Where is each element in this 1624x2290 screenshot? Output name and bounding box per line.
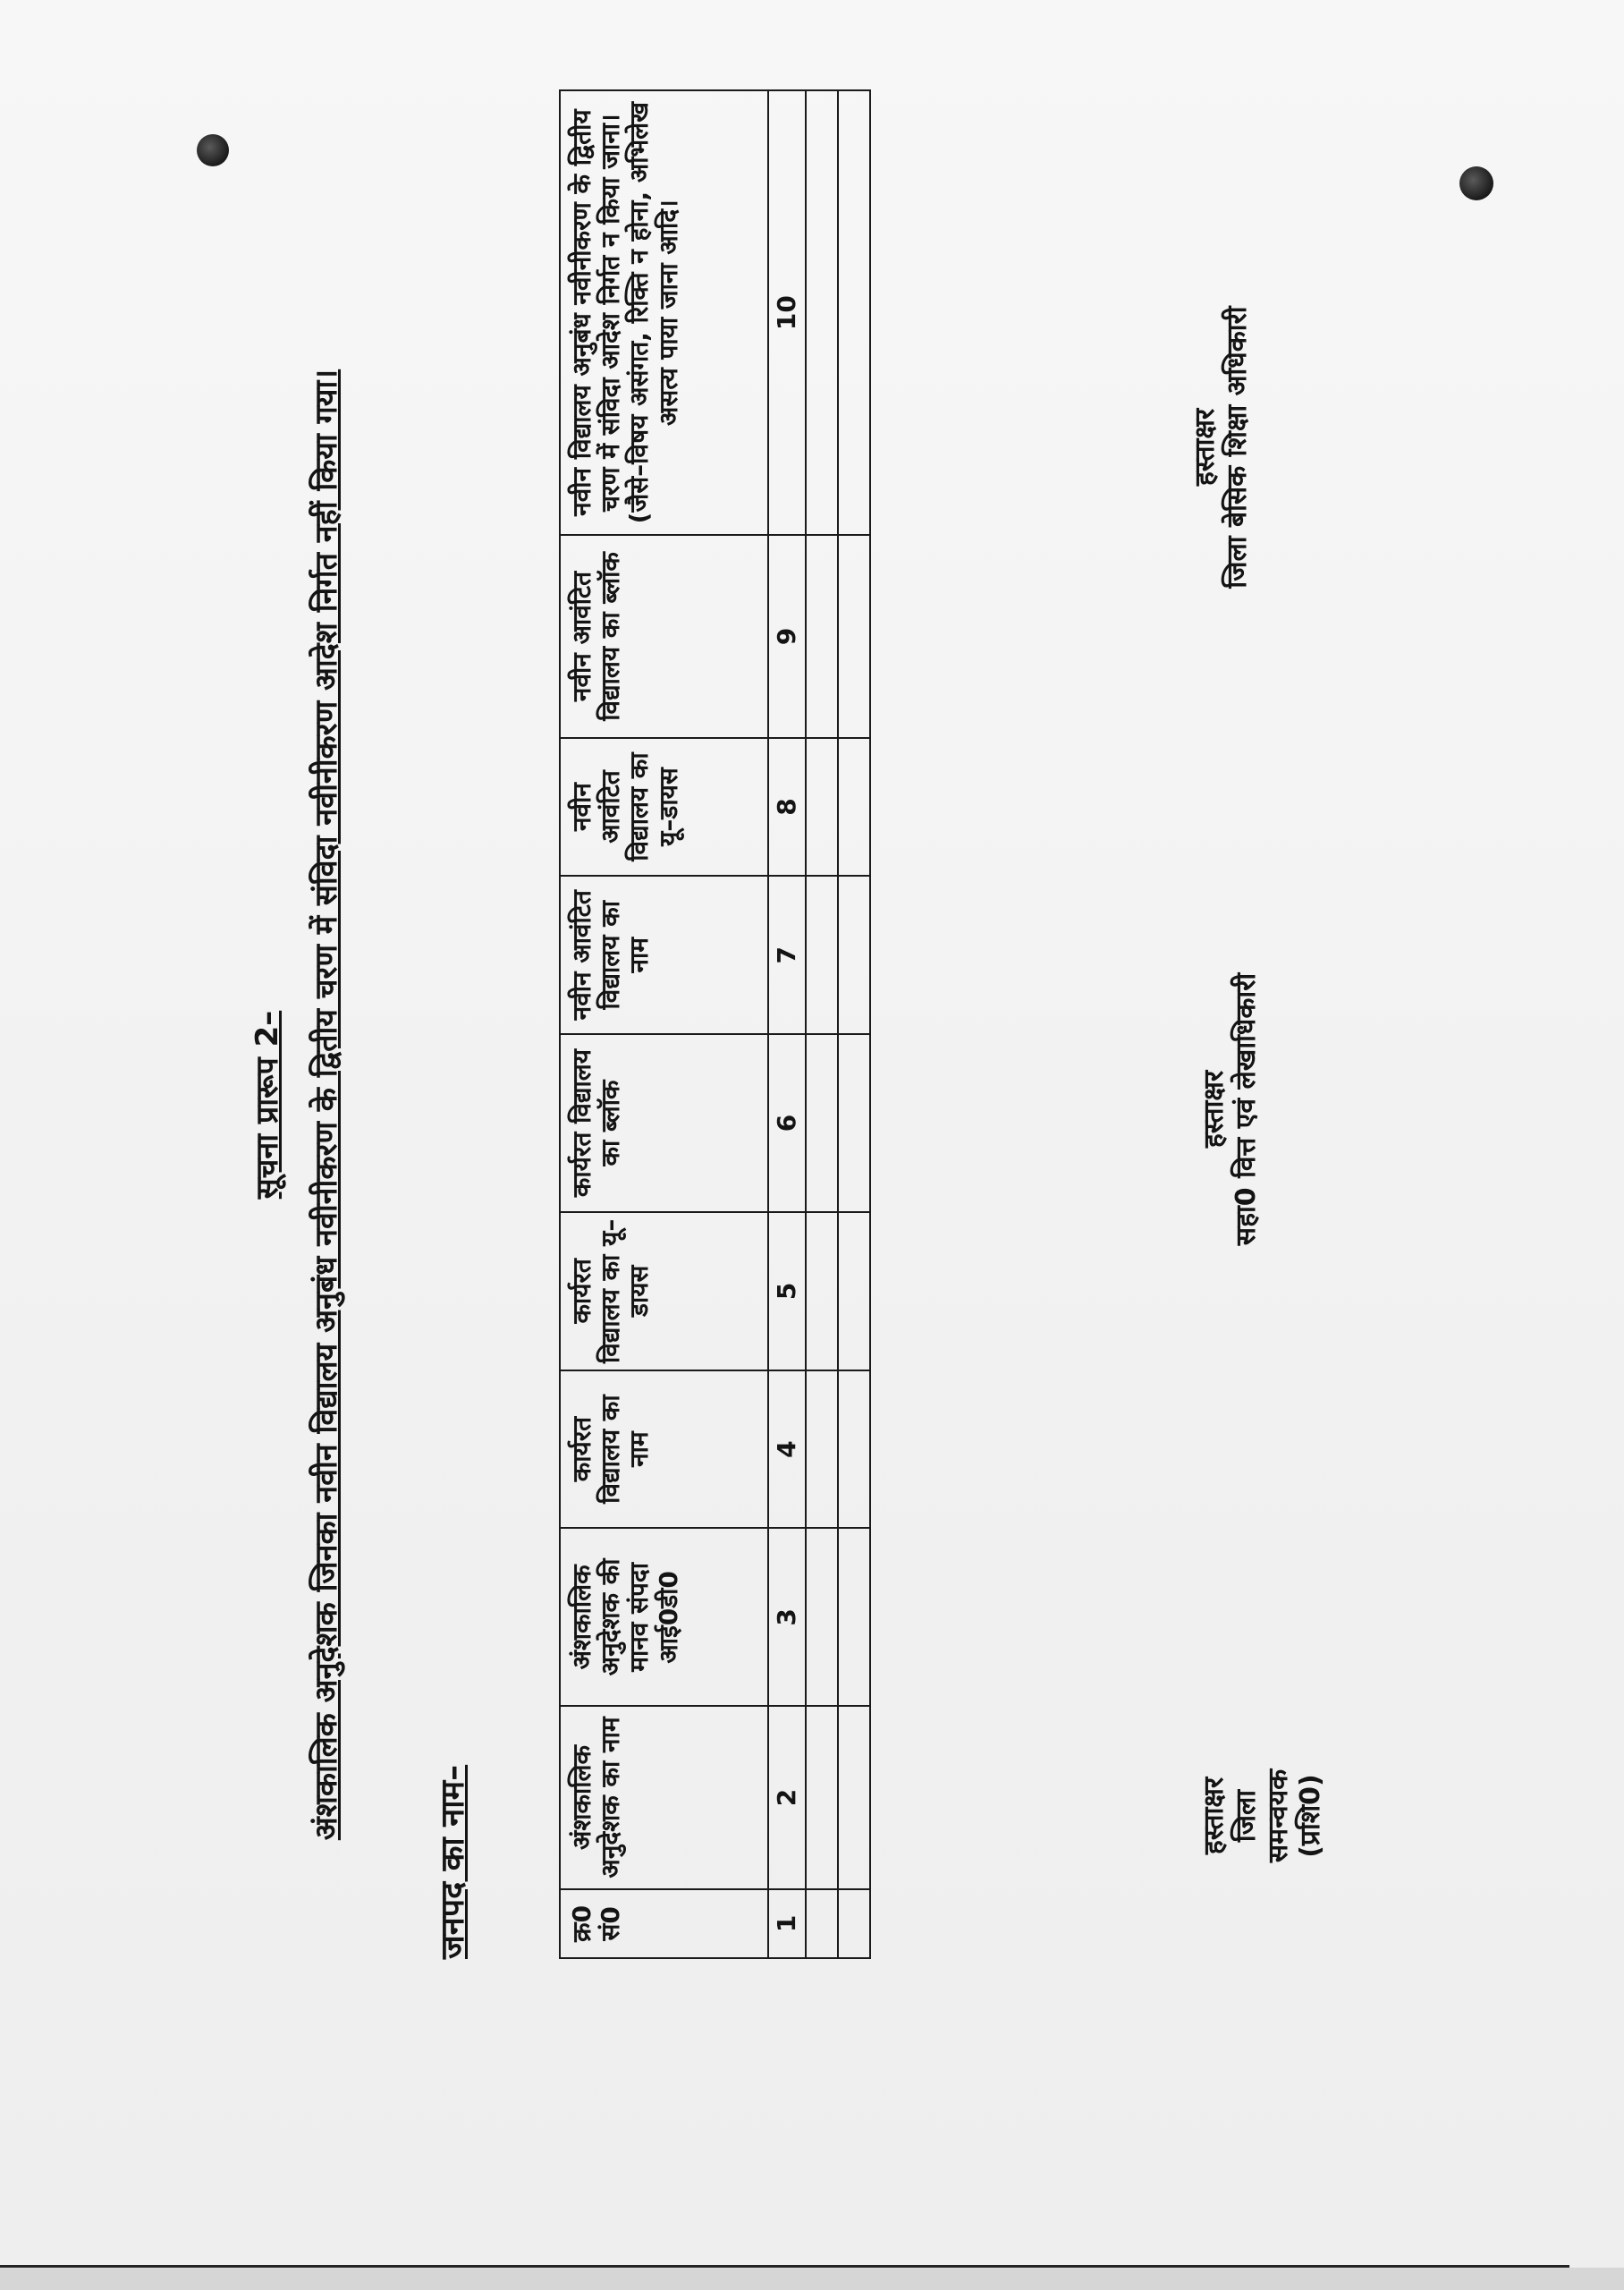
column-number: 9: [768, 535, 806, 737]
signature-finance-officer: [1198, 921, 1263, 1297]
column-number: 1: [768, 1889, 806, 1958]
form-title: सूचना प्रारूप 2–: [250, 1010, 285, 1200]
table-cell: [838, 738, 870, 877]
form-subject: अंशकालिक अनुदेशक जिनका नवीन विद्यालय अनुबंध नवीनीकरण के द्वितीय चरण में संविदा नवीनीकरण आदेश निर्गत नहीं किया गया।: [309, 369, 344, 1841]
table-cell: [806, 1212, 838, 1370]
table-cell: [806, 1370, 838, 1529]
signature-label: हस्ताक्षर: [1198, 1070, 1230, 1149]
column-header-current-school-block: कार्यरत विद्यालय का ब्लॉक: [560, 1034, 768, 1212]
signature-designation: जिला बेसिक शिक्षा अधिकारी: [1222, 306, 1253, 589]
signature-district-coordinator: [1198, 1682, 1327, 1950]
table-row: [838, 90, 870, 1958]
signature-label: हस्ताक्षर: [1198, 1777, 1230, 1855]
column-header-new-school-udise: नवीन आवंटित विद्यालय का यू–डायस: [560, 738, 768, 877]
column-number: 3: [768, 1528, 806, 1706]
table-cell: [806, 1889, 838, 1958]
column-number: 7: [768, 876, 806, 1034]
signature-label: हस्ताक्षर: [1189, 408, 1221, 487]
table-cell: [838, 1212, 870, 1370]
table-cell: [806, 738, 838, 877]
column-number: 5: [768, 1212, 806, 1370]
rotated-form-content: [134, 101, 1529, 2102]
column-number: 6: [768, 1034, 806, 1212]
data-table: [559, 89, 871, 1959]
column-number: 8: [768, 738, 806, 877]
signature-designation: जिला: [1231, 1789, 1262, 1843]
column-number: 4: [768, 1370, 806, 1529]
table-header-row: [560, 90, 768, 1958]
table-cell: [806, 1528, 838, 1706]
table-cell: [806, 1706, 838, 1888]
table-cell: [838, 1889, 870, 1958]
column-header-current-school-udise: कार्यरत विद्यालय का यू–डायस: [560, 1212, 768, 1370]
table-cell: [838, 1034, 870, 1212]
table-row: [806, 90, 838, 1958]
column-number-row: [768, 90, 806, 1958]
signature-basic-education-officer: [1189, 242, 1254, 653]
column-header-new-school-name: नवीन आवंटित विद्यालय का नाम: [560, 876, 768, 1034]
signature-designation: सहा0 वित्त एवं लेखाधिकारी: [1231, 972, 1262, 1246]
table-cell: [806, 535, 838, 737]
table-cell: [838, 1528, 870, 1706]
table-cell: [806, 1034, 838, 1212]
column-header-current-school-name: कार्यरत विद्यालय का नाम: [560, 1370, 768, 1529]
table-cell: [838, 876, 870, 1034]
table-cell: [838, 1706, 870, 1888]
table-cell: [806, 90, 838, 535]
column-number: 2: [768, 1706, 806, 1888]
column-header-new-school-block: नवीन आवंटित विद्यालय का ब्लॉक: [560, 535, 768, 737]
signature-designation: (प्रशि0): [1295, 1774, 1326, 1858]
column-header-reason: नवीन विद्यालय अनुबंध नवीनीकरण के द्वितीय चरण में संविदा आदेश निर्गत न किया जाना। (जैसे–विषय असंगत, रिक्ति न होना, अभिलेख असत्य पाया जाना आदि।: [560, 90, 768, 535]
column-header-manav-sampada-id: अंशकालिक अनुदेशक की मानव संपदा आई0डी0: [560, 1528, 768, 1706]
district-name-label: जनपद का नाम–: [435, 1764, 471, 1959]
table-cell: [838, 90, 870, 535]
column-header-instructor-name: अंशकालिक अनुदेशक का नाम: [560, 1706, 768, 1888]
column-number: 10: [768, 90, 806, 535]
column-header-serial-no: क्र0 सं0: [560, 1889, 768, 1958]
scan-edge-shadow: [0, 2268, 1624, 2290]
table-cell: [838, 535, 870, 737]
table-cell: [806, 876, 838, 1034]
signature-designation: समन्वयक: [1263, 1768, 1294, 1863]
table-cell: [838, 1370, 870, 1529]
